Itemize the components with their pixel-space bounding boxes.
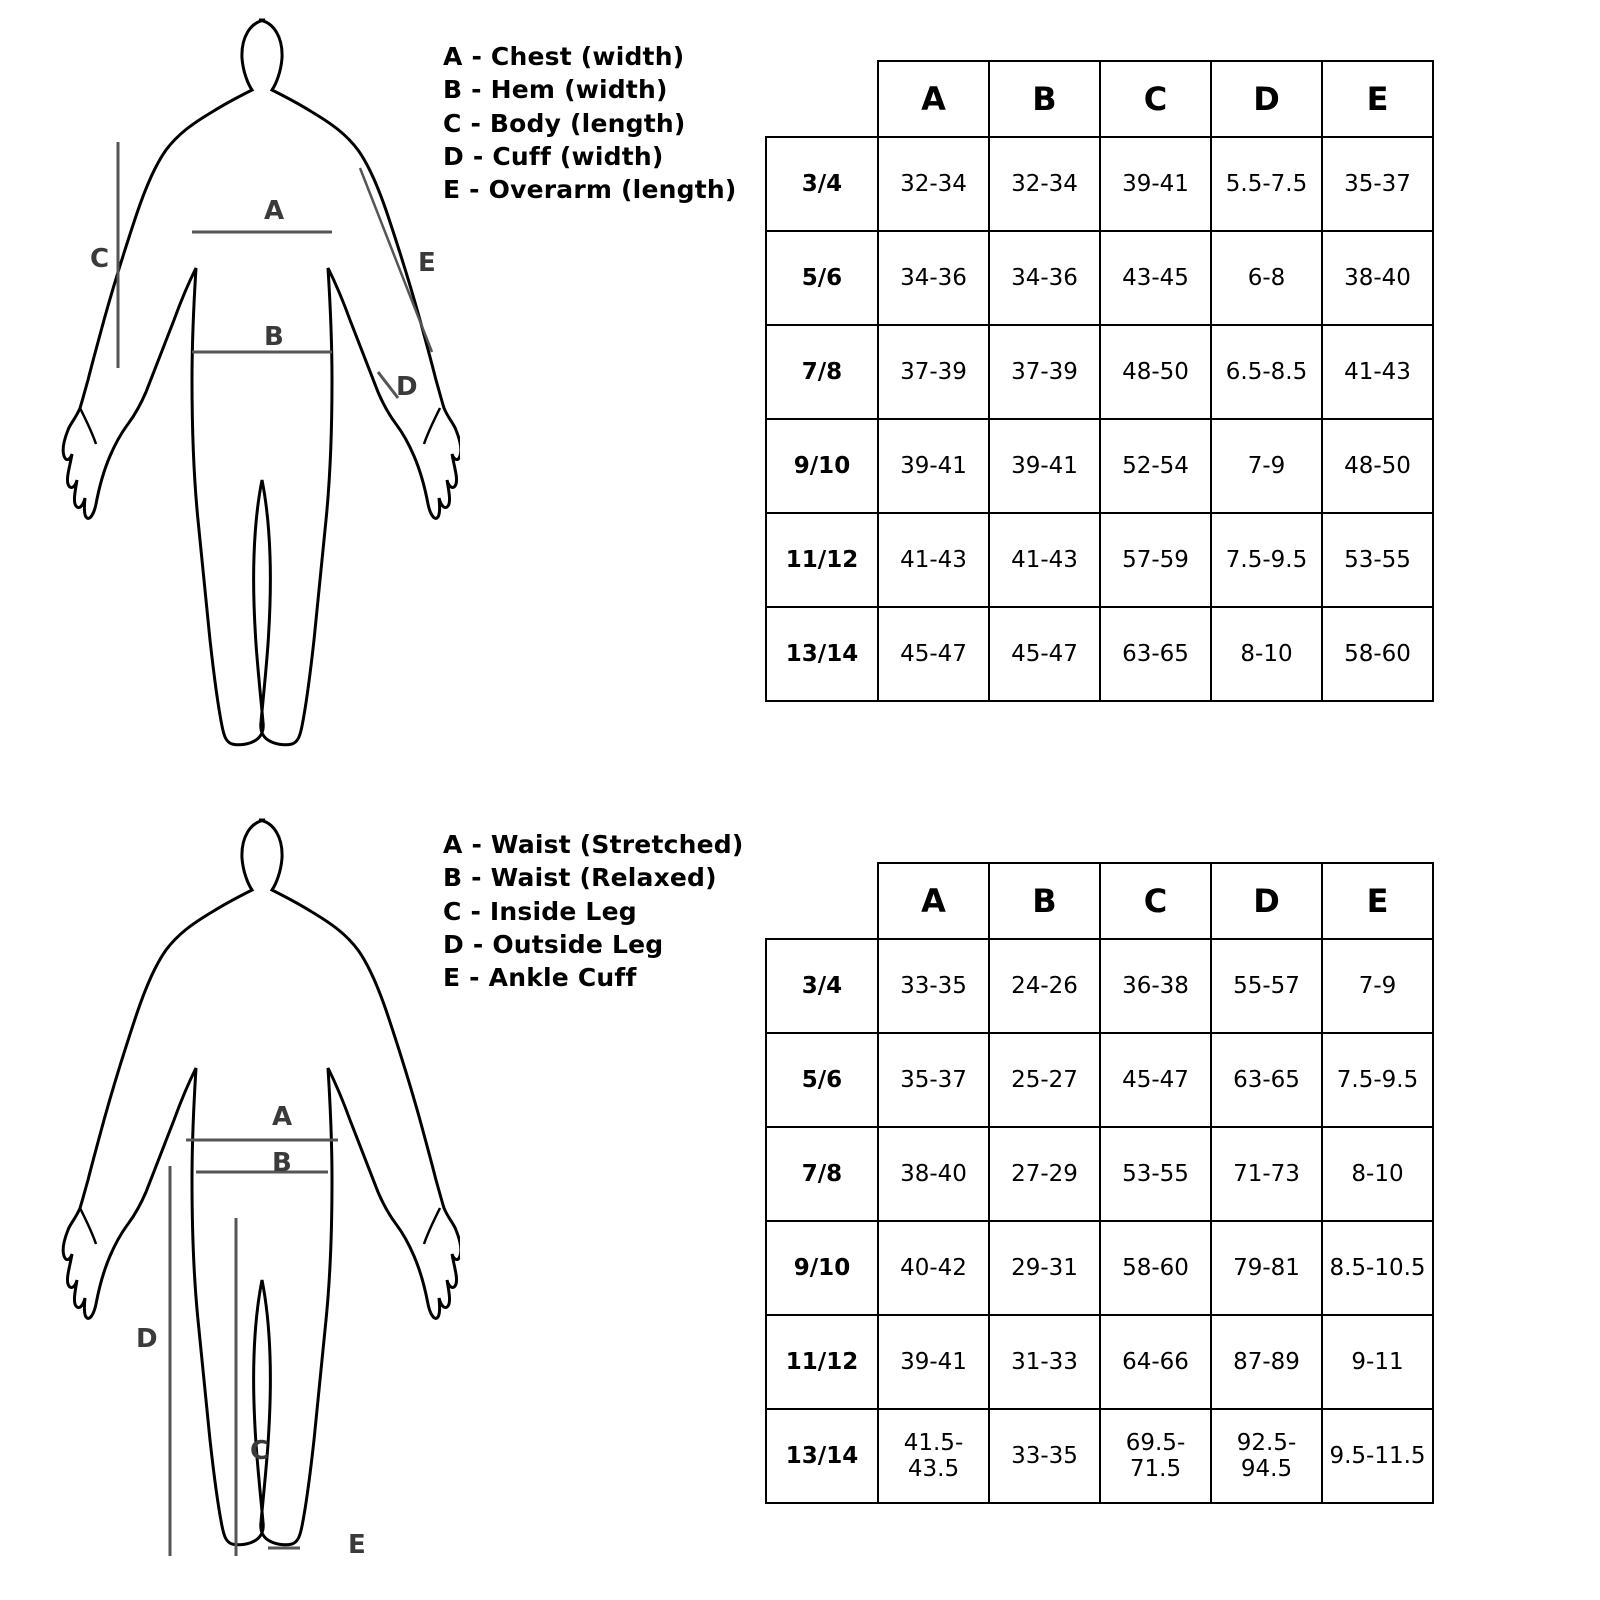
header-d: D (1211, 61, 1322, 137)
size-label: 3/4 (766, 939, 878, 1033)
cell-a: 41-43 (878, 513, 989, 607)
cell-b: 24-26 (989, 939, 1100, 1033)
cell-c: 52-54 (1100, 419, 1211, 513)
table-row (766, 1315, 1433, 1409)
cell-b: 41-43 (989, 513, 1100, 607)
cell-b: 25-27 (989, 1033, 1100, 1127)
cell-b: 32-34 (989, 137, 1100, 231)
cell-b: 29-31 (989, 1221, 1100, 1315)
table-row (766, 325, 1433, 419)
table-row (766, 419, 1433, 513)
cell-d: 8-10 (1211, 607, 1322, 701)
cell-c: 39-41 (1100, 137, 1211, 231)
cell-b: 31-33 (989, 1315, 1100, 1409)
size-label: 9/10 (766, 1221, 878, 1315)
header-b: B (989, 863, 1100, 939)
table-row (766, 607, 1433, 701)
mark-cuff-d: D (396, 372, 418, 402)
cell-d: 6-8 (1211, 231, 1322, 325)
table-row (766, 1221, 1433, 1315)
cell-a: 39-41 (878, 419, 989, 513)
legend-item: B - Waist (Relaxed) (443, 863, 717, 893)
size-label: 9/10 (766, 419, 878, 513)
legend-item: A - Chest (width) (443, 42, 685, 71)
cell-a: 35-37 (878, 1033, 989, 1127)
table-header-row (766, 61, 1433, 137)
upper-body-size-table (765, 60, 1434, 702)
legend-item: C - Body (length) (443, 108, 686, 138)
upper-body-legend (443, 40, 736, 206)
cell-d: 79-81 (1211, 1221, 1322, 1315)
lower-body-legend (443, 828, 744, 994)
cell-e: 9-11 (1322, 1315, 1433, 1409)
cell-c: 43-45 (1100, 231, 1211, 325)
table-row (766, 939, 1433, 1033)
legend-item: A - Waist (Stretched) (443, 830, 744, 859)
lower-body-size-table (765, 862, 1434, 1504)
cell-a: 39-41 (878, 1315, 989, 1409)
size-label: 7/8 (766, 1127, 878, 1221)
cell-e: 9.5-11.5 (1322, 1409, 1433, 1503)
cell-d: 7.5-9.5 (1211, 513, 1322, 607)
cell-e: 38-40 (1322, 231, 1433, 325)
header-corner (766, 61, 878, 137)
cell-d: 5.5-7.5 (1211, 137, 1322, 231)
cell-c: 45-47 (1100, 1033, 1211, 1127)
cell-a: 37-39 (878, 325, 989, 419)
cell-c: 64-66 (1100, 1315, 1211, 1409)
body-outline-bottom (60, 800, 460, 1600)
header-c: C (1100, 61, 1211, 137)
legend-item: D - Outside Leg (443, 929, 664, 959)
header-a: A (878, 863, 989, 939)
cell-c: 57-59 (1100, 513, 1211, 607)
cell-a: 40-42 (878, 1221, 989, 1315)
cell-d: 63-65 (1211, 1033, 1322, 1127)
legend-item: E - Overarm (length) (443, 175, 737, 204)
size-label: 13/14 (766, 607, 878, 701)
size-label: 5/6 (766, 1033, 878, 1127)
mark-inside-leg-c: C (250, 1436, 270, 1466)
cell-b: 34-36 (989, 231, 1100, 325)
cell-d: 55-57 (1211, 939, 1322, 1033)
cell-c: 69.5-71.5 (1100, 1409, 1211, 1503)
mark-waist-relaxed-b: B (272, 1148, 292, 1178)
header-corner (766, 863, 878, 939)
cell-e: 7-9 (1322, 939, 1433, 1033)
size-label: 11/12 (766, 1315, 878, 1409)
table-row (766, 137, 1433, 231)
cell-a: 34-36 (878, 231, 989, 325)
cell-d: 87-89 (1211, 1315, 1322, 1409)
cell-a: 45-47 (878, 607, 989, 701)
cell-a: 41.5-43.5 (878, 1409, 989, 1503)
table-row (766, 1409, 1433, 1503)
cell-e: 58-60 (1322, 607, 1433, 701)
cell-c: 58-60 (1100, 1221, 1211, 1315)
table-row (766, 1033, 1433, 1127)
mark-ankle-cuff-e: E (348, 1530, 366, 1560)
legend-item: E - Ankle Cuff (443, 963, 637, 992)
cell-e: 8-10 (1322, 1127, 1433, 1221)
cell-b: 37-39 (989, 325, 1100, 419)
cell-d: 71-73 (1211, 1127, 1322, 1221)
cell-e: 7.5-9.5 (1322, 1033, 1433, 1127)
cell-c: 63-65 (1100, 607, 1211, 701)
cell-b: 45-47 (989, 607, 1100, 701)
size-label: 13/14 (766, 1409, 878, 1503)
cell-e: 53-55 (1322, 513, 1433, 607)
cell-b: 33-35 (989, 1409, 1100, 1503)
cell-a: 38-40 (878, 1127, 989, 1221)
size-label: 5/6 (766, 231, 878, 325)
table-row (766, 513, 1433, 607)
cell-d: 7-9 (1211, 419, 1322, 513)
legend-item: C - Inside Leg (443, 896, 637, 926)
size-label: 11/12 (766, 513, 878, 607)
cell-c: 48-50 (1100, 325, 1211, 419)
mark-overarm-e: E (418, 248, 436, 278)
mark-chest-a: A (264, 196, 285, 226)
header-d: D (1211, 863, 1322, 939)
header-e: E (1322, 61, 1433, 137)
cell-c: 53-55 (1100, 1127, 1211, 1221)
mark-body-c: C (90, 244, 110, 274)
lower-body-table-wrap (765, 862, 1430, 1504)
mark-outside-leg-d: D (136, 1324, 158, 1354)
header-a: A (878, 61, 989, 137)
table-header-row (766, 863, 1433, 939)
cell-b: 27-29 (989, 1127, 1100, 1221)
cell-e: 35-37 (1322, 137, 1433, 231)
cell-a: 33-35 (878, 939, 989, 1033)
mark-waist-stretched-a: A (272, 1102, 293, 1132)
cell-d: 92.5-94.5 (1211, 1409, 1322, 1503)
header-c: C (1100, 863, 1211, 939)
cell-e: 48-50 (1322, 419, 1433, 513)
mark-hem-b: B (264, 322, 284, 352)
cell-c: 36-38 (1100, 939, 1211, 1033)
lower-body-size-panel (0, 800, 1600, 1600)
cell-a: 32-34 (878, 137, 989, 231)
cell-e: 41-43 (1322, 325, 1433, 419)
legend-item: B - Hem (width) (443, 75, 668, 105)
upper-body-figure (60, 0, 460, 800)
upper-body-table-wrap (765, 60, 1430, 702)
legend-item: D - Cuff (width) (443, 141, 664, 171)
table-row (766, 231, 1433, 325)
header-e: E (1322, 863, 1433, 939)
cell-e: 8.5-10.5 (1322, 1221, 1433, 1315)
size-label: 7/8 (766, 325, 878, 419)
header-b: B (989, 61, 1100, 137)
table-row (766, 1127, 1433, 1221)
lower-body-figure (60, 800, 460, 1600)
cell-b: 39-41 (989, 419, 1100, 513)
size-label: 3/4 (766, 137, 878, 231)
cell-d: 6.5-8.5 (1211, 325, 1322, 419)
